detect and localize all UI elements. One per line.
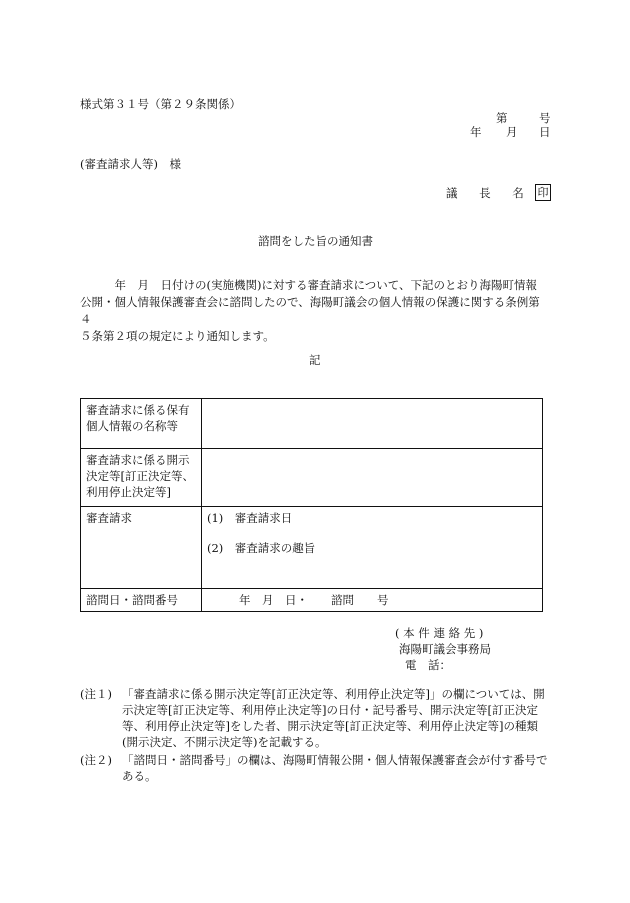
seal-mark: 印 <box>535 184 551 201</box>
document-title: 諮問をした旨の通知書 <box>258 234 373 248</box>
row3-item-1: (1) 審査請求日 <box>207 511 293 525</box>
doc-number-go: 号 <box>539 111 551 125</box>
row2-value <box>202 449 543 507</box>
note-2 <box>80 752 550 784</box>
row4-value: 年 月 日・ 諮問 号 <box>202 589 543 612</box>
table-row <box>81 449 543 507</box>
date-month: 月 <box>506 125 518 139</box>
table-row <box>81 399 543 449</box>
note-1 <box>80 686 550 750</box>
body-line: 公開・個人情報保護審査会に諮問したので、海陽町議会の個人情報の保護に関する条例第４ <box>80 295 540 326</box>
row1-value <box>202 399 543 449</box>
date-day: 日 <box>539 125 551 139</box>
contact-heading: ( 本 件 連 絡 先 ) <box>395 626 484 640</box>
contact-block <box>395 625 491 673</box>
row1-label: 審査請求に係る保有 個人情報の名称等 <box>81 399 202 449</box>
note-mark: (注２) <box>80 753 112 767</box>
row3-item-2: (2) 審査請求の趣旨 <box>207 541 316 555</box>
table-row <box>81 589 543 612</box>
contact-phone: 電 話： <box>405 658 451 672</box>
row3-value <box>202 507 543 589</box>
table-row <box>81 507 543 589</box>
details-table <box>80 398 543 612</box>
body-line: ５条第２項の規定により通知します。 <box>80 329 275 343</box>
row4-label: 諮問日・諮問番号 <box>81 589 202 612</box>
sender-name: 議 長 名 <box>446 186 533 200</box>
doc-number-dai: 第 <box>496 111 508 125</box>
note-text: 「諮問日・諮問番号」の欄は、海陽町情報公開・個人情報保護審査会が付す番号である。 <box>122 753 548 783</box>
date-year: 年 <box>470 125 482 139</box>
note-text: 「審査請求に係る開示決定等[訂正決定等、利用停止決定等]」の欄については、開示決定等[訂正決定等、利用停止決定等]の日付・記号番号、開示決定等[訂正決定等、利用停止決定等]をした者、開示決定等[訂正決定等、利用停止決定等]の種類(開示決定、不開示決定等)を記載する。 <box>122 687 545 749</box>
row2-label: 審査請求に係る開示 決定等[訂正決定等、 利用停止決定等] <box>81 449 202 507</box>
body-line: 年 月 日付けの(実施機関)に対する審査請求について、下記のとおり海陽町情報 <box>80 278 538 292</box>
contact-office: 海陽町議会事務局 <box>399 642 491 656</box>
row3-label: 審査請求 <box>81 507 202 589</box>
note-mark: (注１) <box>80 687 112 701</box>
body-paragraph <box>80 277 550 345</box>
notes <box>80 686 550 786</box>
form-number: 様式第３１号（第２９条関係） <box>80 97 241 111</box>
recipient: (審査請求人等) 様 <box>80 157 181 171</box>
ki-heading: 記 <box>309 353 321 367</box>
